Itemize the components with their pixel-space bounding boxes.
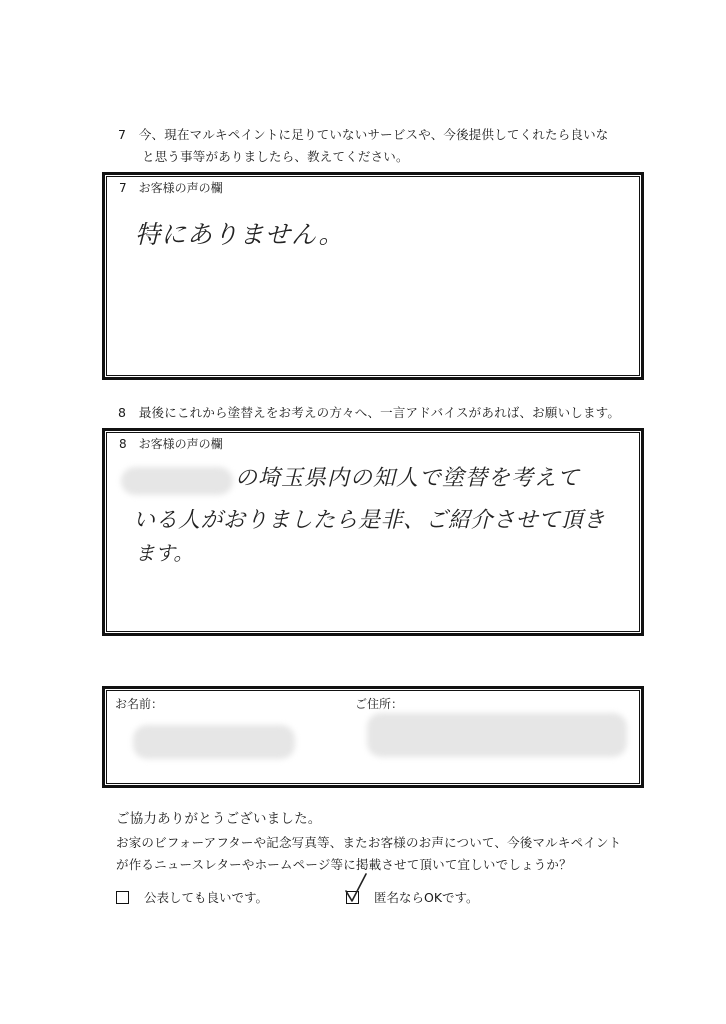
consent-question-line2: が作るニュースレターやホームページ等に掲載させて頂いて宜しいでしょうか？ [116, 857, 572, 872]
question-8-line1: 8 最後にこれから塗替えをお考えの方々へ、一言アドバイスがあれば、お願いします。 [118, 405, 621, 420]
public-ok-label: 公表しても良いです。 [144, 890, 269, 905]
answer-box-7-label: 7 お客様の声の欄 [119, 181, 223, 195]
name-label: お名前： [115, 697, 164, 711]
contact-info-box [102, 686, 644, 788]
consent-question-line1: お家のビフォーアフターや記念写真等、またお客様のお声について、今後マルキペイント [116, 835, 622, 850]
check-mark-icon [343, 874, 373, 904]
handwritten-answer-8-line3: ます。 [135, 541, 194, 565]
answer-box-8-label: 8 お客様の声の欄 [119, 437, 223, 451]
handwritten-answer-8-line2: いる人がおりましたら是非、ご紹介させて頂き [133, 508, 606, 533]
question-7-line1: 7 今、現在マルキペイントに足りていないサービスや、今後提供してくれたら良いな [118, 127, 609, 142]
address-label: ご住所： [355, 697, 404, 711]
handwritten-answer-8-line1: の埼玉県内の知人で塗替を考えて [235, 466, 581, 491]
answer-box-8 [102, 428, 644, 636]
answer-box-7 [102, 172, 644, 380]
question-7-line2: と思う事等がありましたら、教えてください。 [142, 149, 409, 164]
redacted-name-field [133, 725, 295, 759]
redacted-address-field [367, 713, 627, 757]
anonymous-ok-label: 匿名ならOKです。 [374, 890, 479, 905]
redacted-name [121, 467, 233, 495]
public-ok-checkbox[interactable] [116, 891, 129, 904]
anonymous-ok-checkbox[interactable] [346, 891, 359, 904]
thanks-heading: ご協力ありがとうございました。 [116, 811, 322, 827]
handwritten-answer-7: 特にありません。 [135, 220, 345, 249]
